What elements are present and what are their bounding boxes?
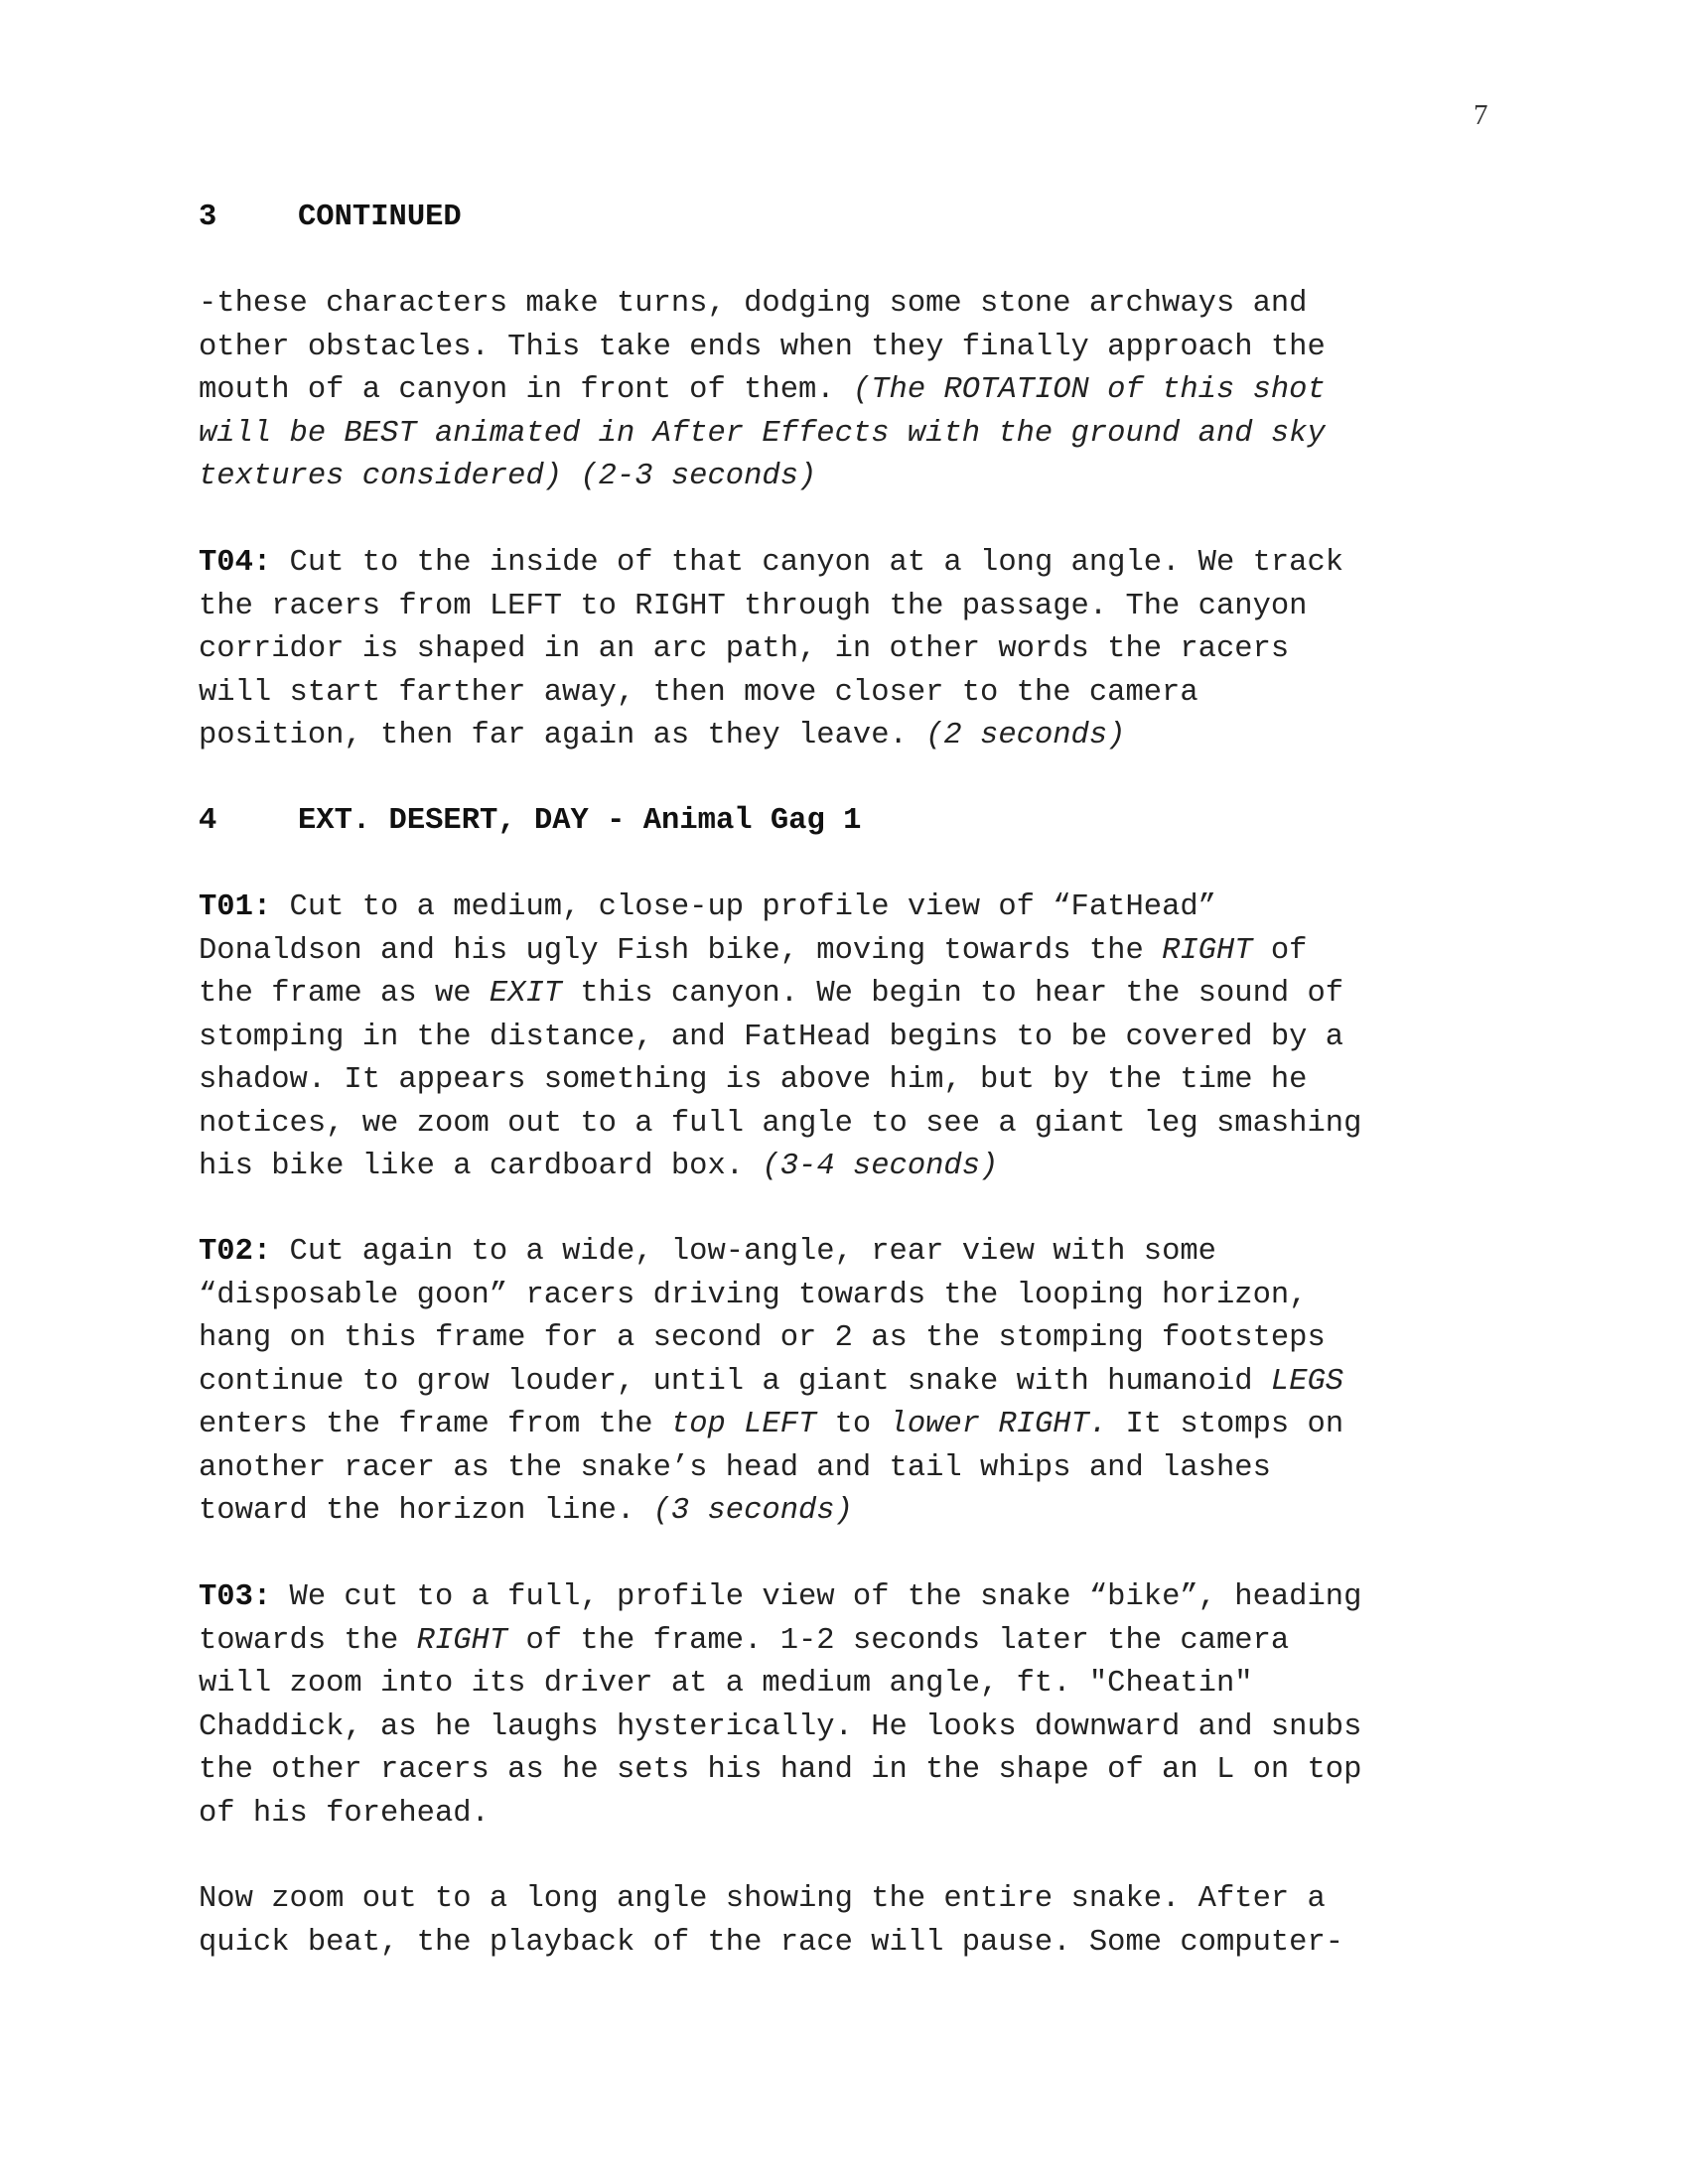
shot-text: continue to grow louder, until a giant snake with humanoid [199, 1364, 1271, 1399]
shot-text: to [816, 1408, 890, 1441]
shot-text: his bike like a cardboard box. [199, 1150, 763, 1183]
shot-t04 [199, 542, 1489, 758]
shot-label: T01: [199, 890, 272, 924]
shot-text: Donaldson and his ugly Fish bike, moving towards the [199, 933, 1163, 968]
emphasis-text: RIGHT [416, 1623, 508, 1658]
shot-line [199, 1361, 1489, 1405]
emphasis-text: LEGS [1270, 1364, 1344, 1399]
shot-line: Chaddick, as he laughs hysterically. He looks downward and snubs [199, 1709, 1362, 1744]
action-line: quick beat, the playback of the race will pause. Some computer- [199, 1925, 1344, 1960]
shot-first-line [199, 887, 1489, 930]
emphasis-text: top LEFT [670, 1408, 817, 1441]
scene-number: 4 [199, 804, 217, 838]
shot-line [199, 930, 1489, 974]
duration-note: (2 seconds) [925, 719, 1126, 752]
shot-t02 [199, 1231, 1489, 1534]
scene-title: EXT. DESERT, DAY - Animal Gag 1 [298, 804, 862, 838]
shot-t01 [199, 887, 1489, 1189]
shot-text: We cut to a full, profile view of the snake “bike”, heading [271, 1580, 1362, 1614]
shot-first-line [199, 542, 1489, 586]
action-line: other obstacles. This take ends when they finally approach the [199, 330, 1326, 364]
scene-heading-4 [199, 800, 1489, 844]
shot-text: the frame as we [199, 977, 490, 1011]
shot-line [199, 1404, 1489, 1447]
shot-line: shadow. It appears something is above him, but by the time he [199, 1063, 1308, 1097]
shot-text: position, then far again as they leave. [199, 719, 926, 752]
shot-line: another racer as the snake’s head and tail whips and lashes [199, 1450, 1271, 1485]
shot-line [199, 1490, 1489, 1534]
action-line: Now zoom out to a long angle showing the entire snake. After a [199, 1882, 1326, 1916]
action-line: -these characters make turns, dodging some stone archways and [199, 287, 1308, 321]
action-line [199, 369, 1489, 413]
action-paragraph [199, 1878, 1489, 1965]
shot-line [199, 1146, 1489, 1189]
duration-note: (3-4 seconds) [762, 1150, 999, 1183]
shot-line: of his forehead. [199, 1796, 490, 1831]
shot-text: Cut to the inside of that canyon at a long angle. We track [271, 546, 1344, 580]
emphasis-text: EXIT [489, 977, 563, 1011]
shot-line: the other racers as he sets his hand in the shape of an L on top [199, 1753, 1362, 1787]
shot-label: T02: [199, 1235, 272, 1269]
shot-line [199, 715, 1489, 758]
action-text: mouth of a canyon in front of them. [199, 373, 835, 407]
scene-heading-3 [199, 197, 1489, 240]
duration-note: (3 seconds) [652, 1494, 853, 1528]
shot-label: T04: [199, 546, 272, 580]
shot-line: will start farther away, then move closer to the camera [199, 675, 1198, 710]
shot-line [199, 973, 1489, 1017]
shot-text: It stomps on [1107, 1408, 1344, 1441]
action-paragraph [199, 283, 1489, 499]
shot-text: of [1252, 933, 1308, 968]
shot-line: will zoom into its driver at a medium angle, ft. "Cheatin" [199, 1667, 1253, 1701]
direction-note-line: will be BEST animated in After Effects with the ground and sky [199, 416, 1326, 451]
shot-text: toward the horizon line. [199, 1494, 653, 1528]
shot-line [199, 1620, 1489, 1664]
shot-text: Cut to a medium, close-up profile view of “FatHead” [271, 890, 1216, 924]
direction-note-line: textures considered) (2-3 seconds) [199, 460, 817, 493]
shot-text: of the frame. 1-2 seconds later the camera [507, 1623, 1290, 1658]
shot-line: the racers from LEFT to RIGHT through the passage. The canyon [199, 589, 1308, 623]
shot-text: enters the frame from the [199, 1408, 671, 1441]
scene-title: CONTINUED [298, 201, 462, 234]
page-number: 7 [1474, 99, 1488, 131]
shot-line: “disposable goon” racers driving towards the looping horizon, [199, 1278, 1308, 1312]
shot-line: stomping in the distance, and FatHead begins to be covered by a [199, 1020, 1344, 1054]
shot-first-line [199, 1231, 1489, 1275]
shot-label: T03: [199, 1580, 272, 1614]
shot-line: corridor is shaped in an arc path, in other words the racers [199, 632, 1290, 666]
scene-number: 3 [199, 201, 217, 234]
shot-line: hang on this frame for a second or 2 as the stomping footsteps [199, 1321, 1326, 1355]
emphasis-text: lower RIGHT. [889, 1408, 1108, 1441]
emphasis-text: RIGHT [1162, 933, 1253, 968]
shot-text: this canyon. We begin to hear the sound of [562, 977, 1344, 1011]
shot-t03 [199, 1576, 1489, 1836]
shot-text: Cut again to a wide, low-angle, rear view with some [271, 1235, 1216, 1269]
shot-text: towards the [199, 1623, 417, 1658]
shot-line: notices, we zoom out to a full angle to see a giant leg smashing [199, 1106, 1362, 1141]
shot-first-line [199, 1576, 1489, 1620]
direction-note: (The ROTATION of this shot [834, 373, 1326, 407]
